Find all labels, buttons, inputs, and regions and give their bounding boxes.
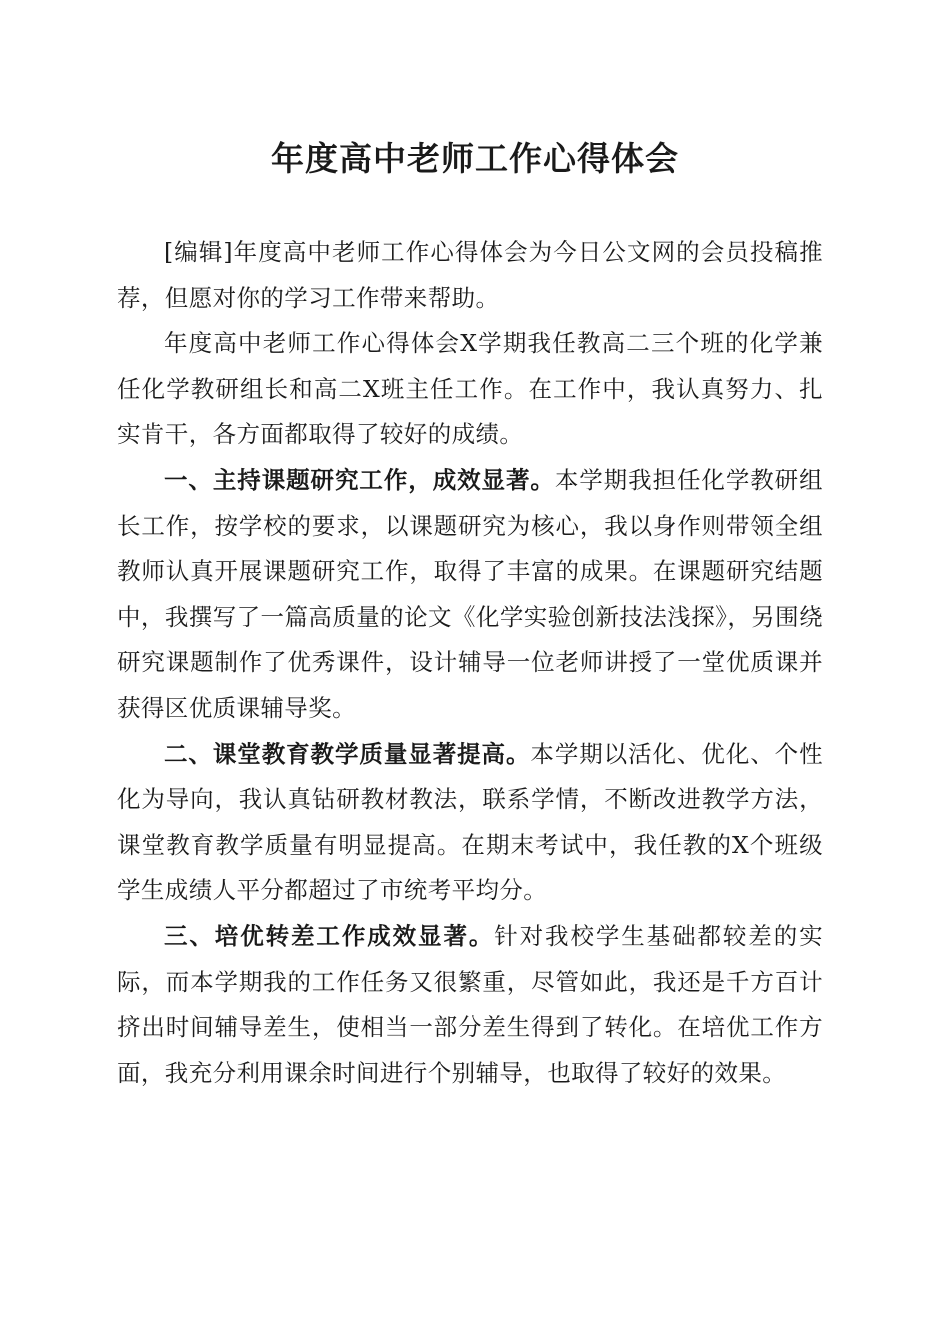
document-title: 年度高中老师工作心得体会	[271, 139, 679, 178]
paragraph-text: 本学期以活化、优化、个性化为导向，我认真钻研教材教法，联系学情，不断改进教学方法，课堂教育教学质量有明显提高。在期末考试中，我任教的X个班级学生成绩人平分都超过了市统考平均分。	[117, 739, 823, 905]
paragraph-text: [编辑]年度高中老师工作心得体会为今日公文网的会员投稿推荐，但愿对你的学习工作带来帮助。	[117, 238, 823, 312]
section-heading: 一、主持课题研究工作，成效显著。	[164, 465, 555, 494]
paragraph-section-2	[117, 732, 823, 914]
document-body	[117, 230, 823, 1096]
section-heading: 二、课堂教育教学质量显著提高。	[164, 739, 531, 768]
paragraph-intro	[117, 230, 823, 321]
paragraph-text: 年度高中老师工作心得体会X学期我任教高二三个班的化学兼任化学教研组长和高二X班主任工作。在工作中，我认真努力、扎实肯干，各方面都取得了较好的成绩。	[117, 329, 823, 449]
paragraph-text: 针对我校学生基础都较差的实际，而本学期我的工作任务又很繁重，尽管如此，我还是千方百计挤出时间辅导差生，使相当一部分差生得到了转化。在培优工作方面，我充分利用课余时间进行个别辅导，也取得了较好的效果。	[117, 921, 823, 1087]
paragraph-section-3	[117, 914, 823, 1096]
paragraph-section-1	[117, 458, 823, 732]
paragraph-summary	[117, 321, 823, 458]
section-heading: 三、培优转差工作成效显著。	[164, 921, 495, 950]
paragraph-text: 本学期我担任化学教研组长工作，按学校的要求，以课题研究为核心，我以身作则带领全组教师认真开展课题研究工作，取得了丰富的成果。在课题研究结题中，我撰写了一篇高质量的论文《化学实验创新技法浅探》，另围绕研究课题制作了优秀课件，设计辅导一位老师讲授了一堂优质课并获得区优质课辅导奖。	[117, 465, 823, 722]
